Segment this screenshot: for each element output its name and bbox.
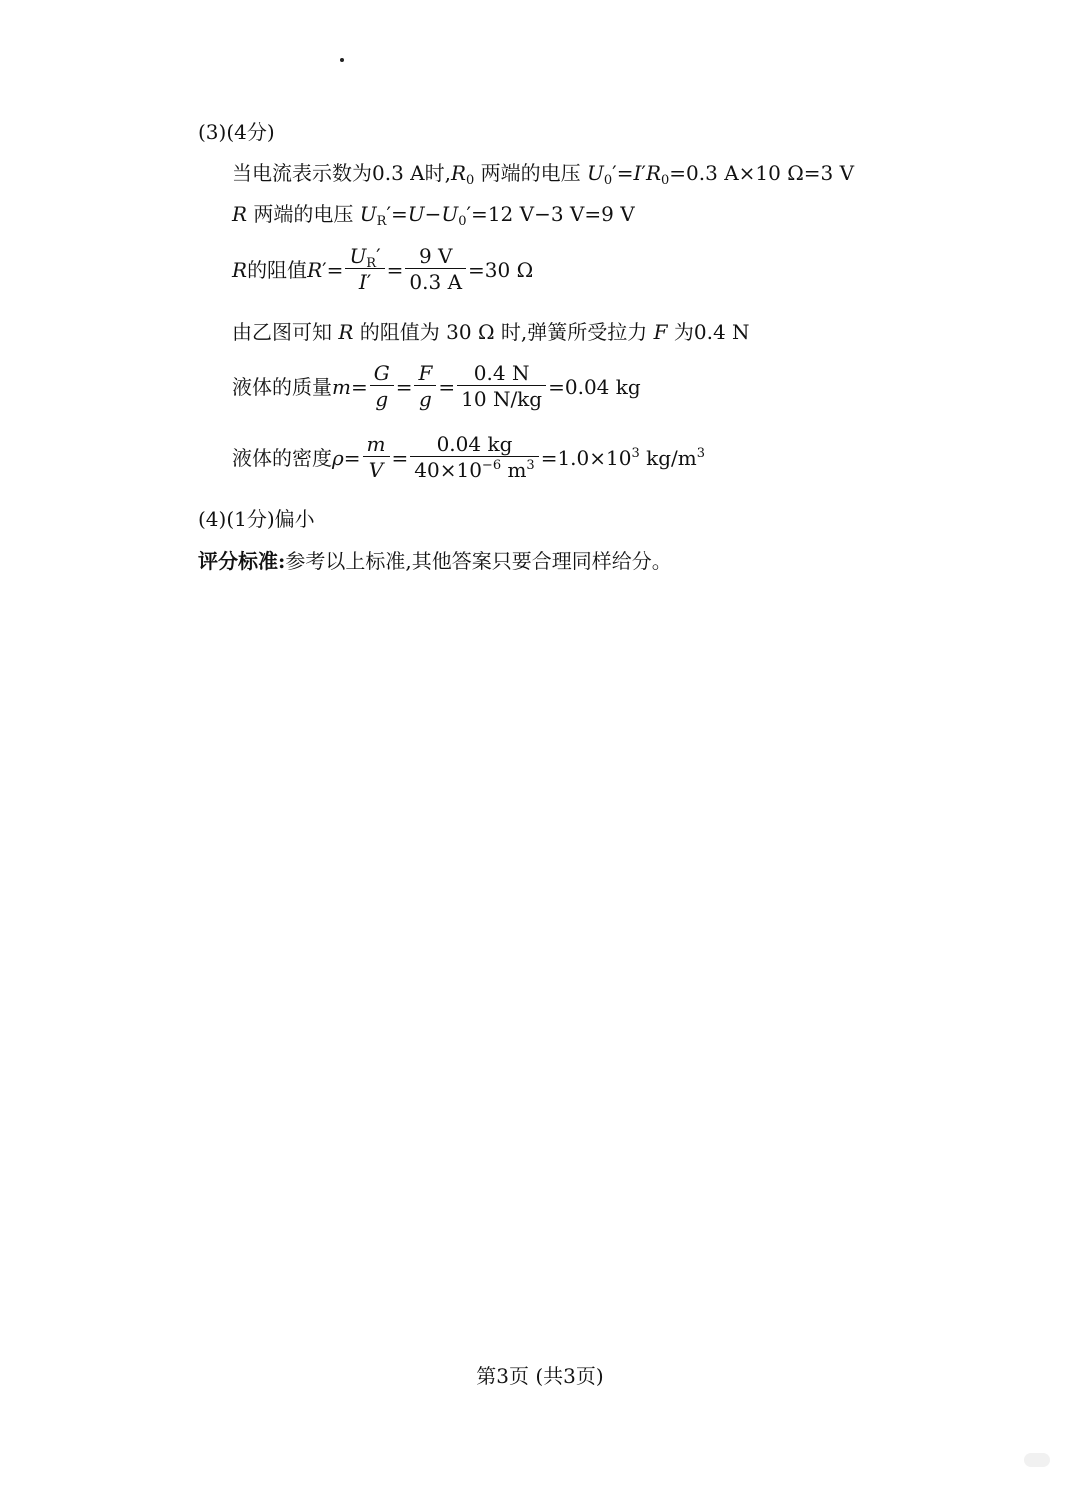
fraction-numerator <box>370 361 394 386</box>
ur-variable: U <box>359 202 377 226</box>
line2-text-b: ′= <box>386 202 408 226</box>
fraction-mass-over-volume <box>410 432 538 483</box>
fraction-m-over-v <box>363 432 390 483</box>
ur-numerator-subscript: R <box>366 256 377 271</box>
part3-line5 <box>232 361 641 412</box>
line1-text-b: 两端的电压 <box>474 161 588 185</box>
fraction-denominator: 10 N/kg <box>461 387 543 411</box>
r0b-variable: R <box>645 161 661 185</box>
line5-result: =0.04 kg <box>548 374 641 399</box>
grading-standard <box>198 547 672 575</box>
line4-text-c: 为0.4 N <box>667 320 750 344</box>
r0-subscript: 0 <box>466 173 475 188</box>
volume-exponent: −6 <box>481 458 502 473</box>
part3-heading: (3)(4分) <box>198 120 275 144</box>
i-denominator-variable: I <box>358 270 367 294</box>
part3-line3 <box>232 244 533 295</box>
m-variable: m <box>332 374 351 399</box>
line4-text-b: 的阻值为 30 Ω 时,弹簧所受拉力 <box>353 320 654 344</box>
line4-text-a: 由乙图可知 <box>232 320 339 344</box>
line5-equals-1: = <box>395 374 413 399</box>
line2-text-c: − <box>424 202 442 226</box>
grading-label: 评分标准: <box>198 549 286 573</box>
line2-text-a: 两端的电压 <box>247 202 360 226</box>
line1-text-a: 当电流表示数为0.3 A时, <box>232 161 451 185</box>
r0-variable: R <box>450 161 467 185</box>
line3-text-b: ′= <box>322 257 344 282</box>
i-denominator-prime: ′ <box>366 270 372 294</box>
line1-text-d: ′ <box>641 161 646 185</box>
fraction-denominator <box>410 457 538 483</box>
r0b-subscript: 0 <box>661 173 670 188</box>
g-denominator: g <box>375 387 389 411</box>
g-numerator: G <box>373 361 390 385</box>
line5-equals-0: = <box>350 374 368 399</box>
density-coefficient: =1.0×10 <box>540 445 632 470</box>
line2-text-d: ′=12 V−3 V=9 V <box>466 202 635 226</box>
fraction-denominator <box>414 386 436 412</box>
line3-text-a: 的阻值 <box>247 257 308 282</box>
fraction-0.4n-over-10nkg <box>457 361 546 412</box>
line1-text-c: ′= <box>612 161 634 185</box>
stray-dot <box>340 58 344 62</box>
part3-line6 <box>232 432 705 483</box>
u0-variable-2: U <box>441 202 459 226</box>
fraction-g-over-g <box>370 361 394 412</box>
ur-subscript: R <box>376 214 387 229</box>
density-exponent: 3 <box>631 445 640 461</box>
fraction-numerator: 9 V <box>405 244 466 269</box>
m-numerator: m <box>366 432 386 456</box>
fraction-ur-over-i <box>345 244 384 295</box>
u0-variable: U <box>587 161 604 185</box>
density-unit: kg/m <box>639 445 697 470</box>
line5-text-a: 液体的质量 <box>232 374 332 399</box>
fraction-numerator <box>414 361 436 386</box>
part3-line4 <box>232 318 750 346</box>
rprime-variable: R <box>307 257 323 282</box>
page-number: 第3页 (共3页) <box>476 1364 604 1388</box>
volume-unit: m <box>501 458 527 482</box>
line6-result <box>541 444 705 472</box>
fraction-denominator <box>363 457 390 483</box>
rho-variable: ρ <box>332 445 344 470</box>
density-unit-exponent: 3 <box>696 445 706 461</box>
fraction-numerator <box>363 432 390 457</box>
line1-text-e: =0.3 A×10 Ω=3 V <box>669 161 855 185</box>
line3-result: =30 Ω <box>468 257 534 282</box>
fraction-f-over-g <box>414 361 436 412</box>
f-numerator: F <box>418 361 433 385</box>
ur-numerator-variable: U <box>349 244 367 268</box>
fraction-denominator <box>370 386 394 412</box>
watermark-mark <box>1024 1453 1050 1467</box>
r-variable: R <box>232 202 248 226</box>
fraction-numerator: 0.4 N <box>457 361 546 386</box>
f-variable: F <box>653 320 668 344</box>
line6-equals-0: = <box>343 445 361 470</box>
volume-unit-exponent: 3 <box>526 458 535 473</box>
line5-equals-2: = <box>438 374 456 399</box>
u0-subscript-2: 0 <box>458 214 467 229</box>
u0-subscript: 0 <box>603 173 613 188</box>
volume-coefficient: 40×10 <box>414 458 482 482</box>
part3-line2 <box>232 200 635 228</box>
fraction-9v-over-0.3a <box>405 244 466 295</box>
line6-text-a: 液体的密度 <box>232 445 332 470</box>
r-variable-3: R <box>338 320 354 344</box>
r-variable-2: R <box>232 257 248 282</box>
fraction-numerator <box>345 244 384 269</box>
ur-numerator-prime: ′ <box>376 244 381 268</box>
line3-equals: = <box>386 257 404 282</box>
grading-text: 参考以上标准,其他答案只要合理同样给分。 <box>285 549 672 573</box>
line6-equals-1: = <box>391 445 409 470</box>
g-denominator-2: g <box>419 387 432 411</box>
part4-answer: (4)(1分)偏小 <box>198 507 315 531</box>
fraction-denominator: 0.3 A <box>409 270 463 294</box>
i-variable: I <box>633 161 642 185</box>
part3-line1 <box>232 159 854 187</box>
fraction-denominator <box>345 269 384 295</box>
u-variable: U <box>407 202 425 226</box>
fraction-numerator: 0.04 kg <box>410 432 538 457</box>
v-denominator: V <box>368 458 384 482</box>
